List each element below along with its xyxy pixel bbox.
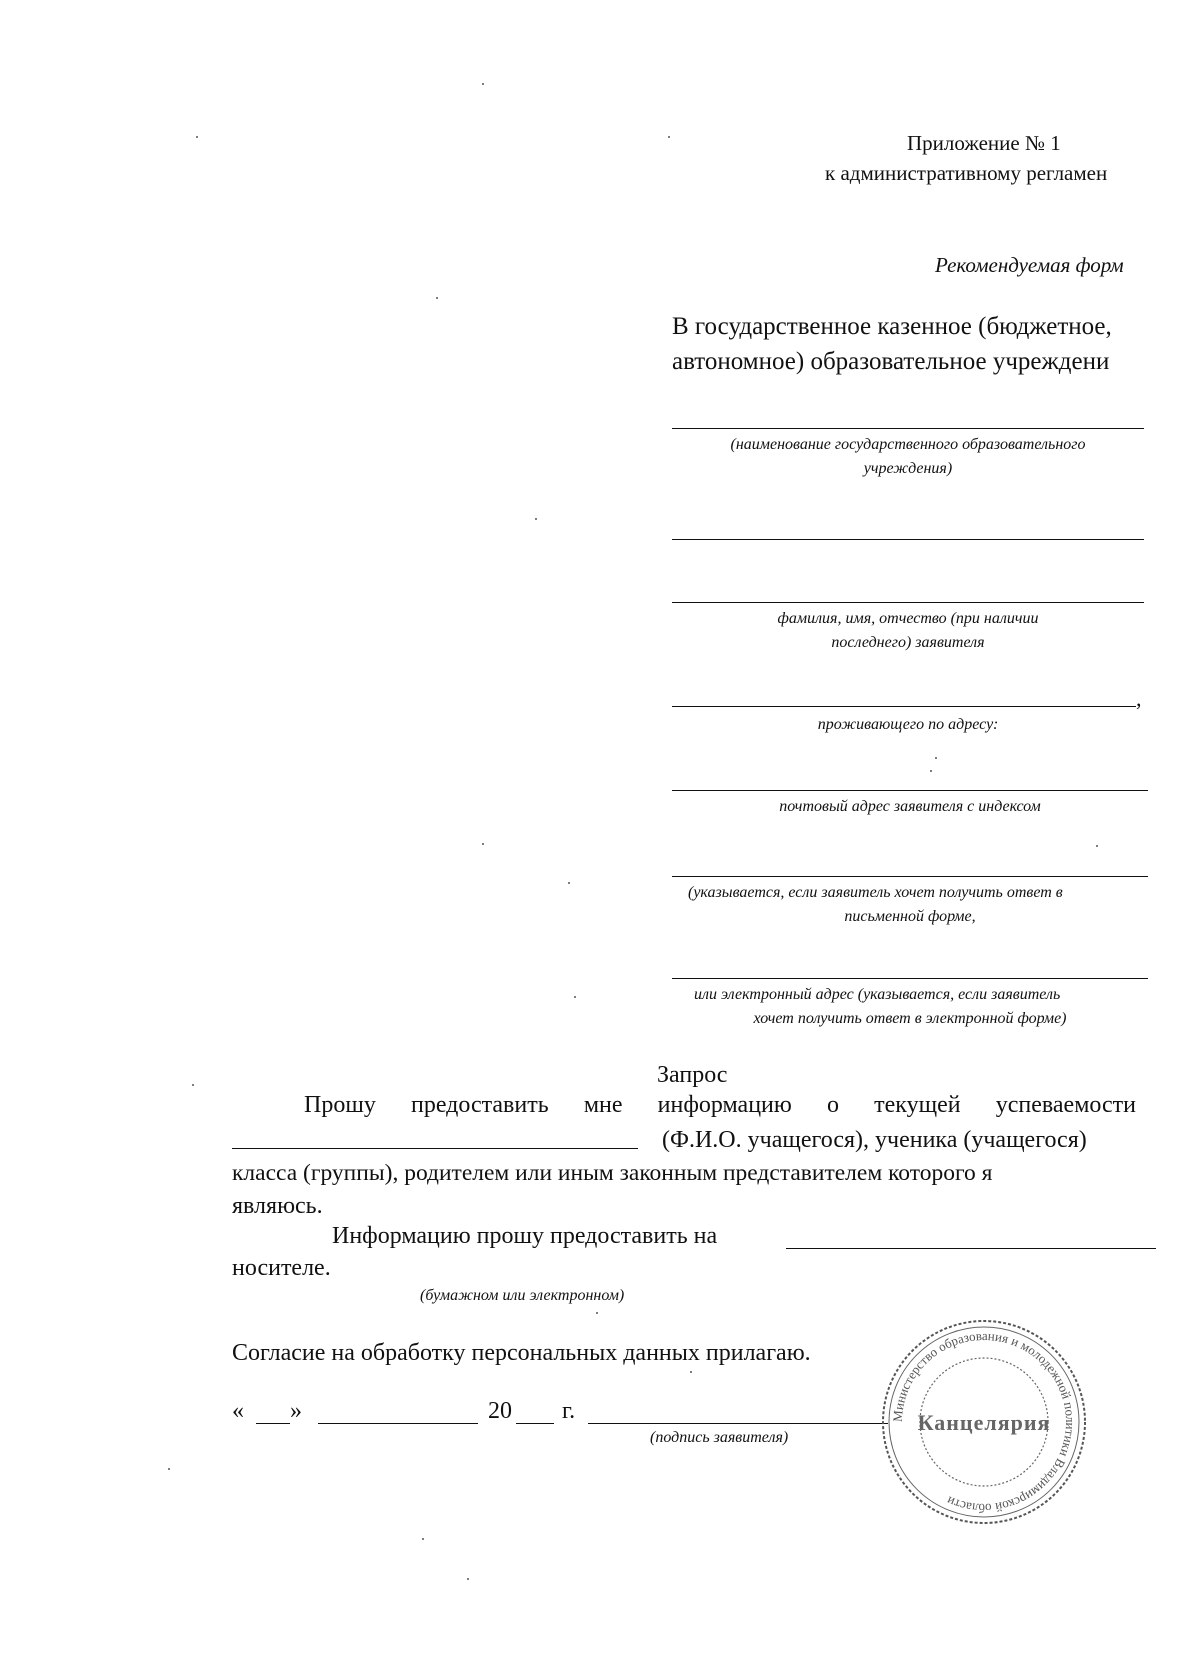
date-quote-open: « bbox=[232, 1398, 244, 1424]
scan-speck bbox=[574, 996, 576, 998]
postal-address-line bbox=[672, 790, 1148, 791]
address-comma: , bbox=[1136, 686, 1142, 711]
institution-name-caption-2: учреждения) bbox=[863, 460, 953, 477]
email-caption-1: или электронный адрес (указывается, если заявитель bbox=[694, 986, 1061, 1003]
stamp-center-text: Канцелярия bbox=[917, 1410, 1051, 1435]
addressee-line-1: В государственное казенное (бюджетное, bbox=[672, 313, 1112, 340]
request-word: о bbox=[826, 1092, 839, 1118]
scan-speck bbox=[436, 297, 438, 299]
request-paragraph-1-line-3: класса (группы), родителем или иным законным представителем которого я bbox=[232, 1160, 993, 1186]
day-line bbox=[256, 1423, 290, 1424]
year-line bbox=[516, 1423, 554, 1424]
scan-speck bbox=[192, 1084, 194, 1086]
scan-speck bbox=[930, 770, 932, 772]
date-quote-close: » bbox=[290, 1398, 302, 1424]
postal-address-caption: почтовый адрес заявителя с индексом bbox=[779, 798, 1041, 815]
scan-speck bbox=[535, 518, 537, 520]
scan-speck bbox=[935, 757, 937, 759]
media-caption: (бумажном или электронном) bbox=[420, 1287, 625, 1304]
month-line bbox=[318, 1423, 478, 1424]
signature-caption: (подпись заявителя) bbox=[650, 1429, 789, 1446]
consent-text: Согласие на обработку персональных данных прилагаю. bbox=[232, 1340, 811, 1366]
request-paragraph-1-line-2: (Ф.И.О. учащегося), ученика (учащегося) bbox=[662, 1127, 1087, 1153]
office-stamp bbox=[880, 1318, 1088, 1526]
year-prefix: 20 bbox=[488, 1398, 512, 1424]
request-paragraph-2-line-2: носителе. bbox=[232, 1255, 331, 1281]
institution-name-caption-1: (наименование государственного образовательного bbox=[730, 436, 1086, 453]
address-line bbox=[672, 706, 1136, 707]
applicant-name-line bbox=[672, 602, 1144, 603]
scan-speck bbox=[482, 843, 484, 845]
request-word: предоставить bbox=[410, 1092, 549, 1118]
request-word: текущей bbox=[874, 1092, 961, 1118]
scan-speck bbox=[690, 1371, 692, 1373]
request-word: Прошу bbox=[304, 1092, 376, 1118]
applicant-name-caption-2: последнего) заявителя bbox=[831, 634, 985, 651]
appendix-number: Приложение № 1 bbox=[907, 131, 1061, 155]
signature-line bbox=[588, 1423, 888, 1424]
request-paragraph-1-line-1 bbox=[304, 1093, 1136, 1117]
applicant-name-caption-1: фамилия, имя, отчество (при наличии bbox=[777, 610, 1039, 627]
scan-speck bbox=[422, 1538, 424, 1540]
stamp-ring-path: Министерство образования и молодежной политики Владимирской области bbox=[889, 1327, 1079, 1517]
request-word: мне bbox=[583, 1092, 623, 1118]
blank-line bbox=[672, 539, 1144, 540]
request-paragraph-2-line-1: Информацию прошу предоставить на bbox=[332, 1223, 718, 1249]
written-form-line bbox=[672, 876, 1148, 877]
request-word: успеваемости bbox=[995, 1092, 1136, 1118]
email-caption-2: хочет получить ответ в электронной форме) bbox=[753, 1010, 1067, 1027]
scan-speck bbox=[596, 1312, 598, 1314]
living-at-caption: проживающего по адресу: bbox=[817, 716, 999, 733]
request-word: информацию bbox=[657, 1092, 792, 1118]
scan-speck bbox=[482, 83, 484, 85]
scan-speck bbox=[568, 882, 570, 884]
scan-speck bbox=[1096, 845, 1098, 847]
scan-speck bbox=[467, 1578, 469, 1580]
written-form-caption-1: (указывается, если заявитель хочет получить ответ в bbox=[688, 884, 1063, 901]
year-suffix: г. bbox=[562, 1398, 576, 1424]
student-name-line bbox=[232, 1148, 638, 1149]
request-paragraph-1-line-4: являюсь. bbox=[232, 1193, 323, 1219]
request-title: Запрос bbox=[657, 1062, 728, 1088]
addressee-line-2: автономное) образовательное учреждени bbox=[672, 348, 1110, 375]
scan-speck bbox=[196, 136, 198, 138]
institution-name-line bbox=[672, 428, 1144, 429]
media-line bbox=[786, 1248, 1156, 1249]
written-form-caption-2: письменной форме, bbox=[844, 908, 976, 925]
scan-speck bbox=[668, 136, 670, 138]
recommended-form-label: Рекомендуемая форм bbox=[935, 253, 1124, 277]
regulation-reference: к административному регламен bbox=[825, 161, 1108, 185]
scan-speck bbox=[168, 1468, 170, 1470]
email-line bbox=[672, 978, 1148, 979]
